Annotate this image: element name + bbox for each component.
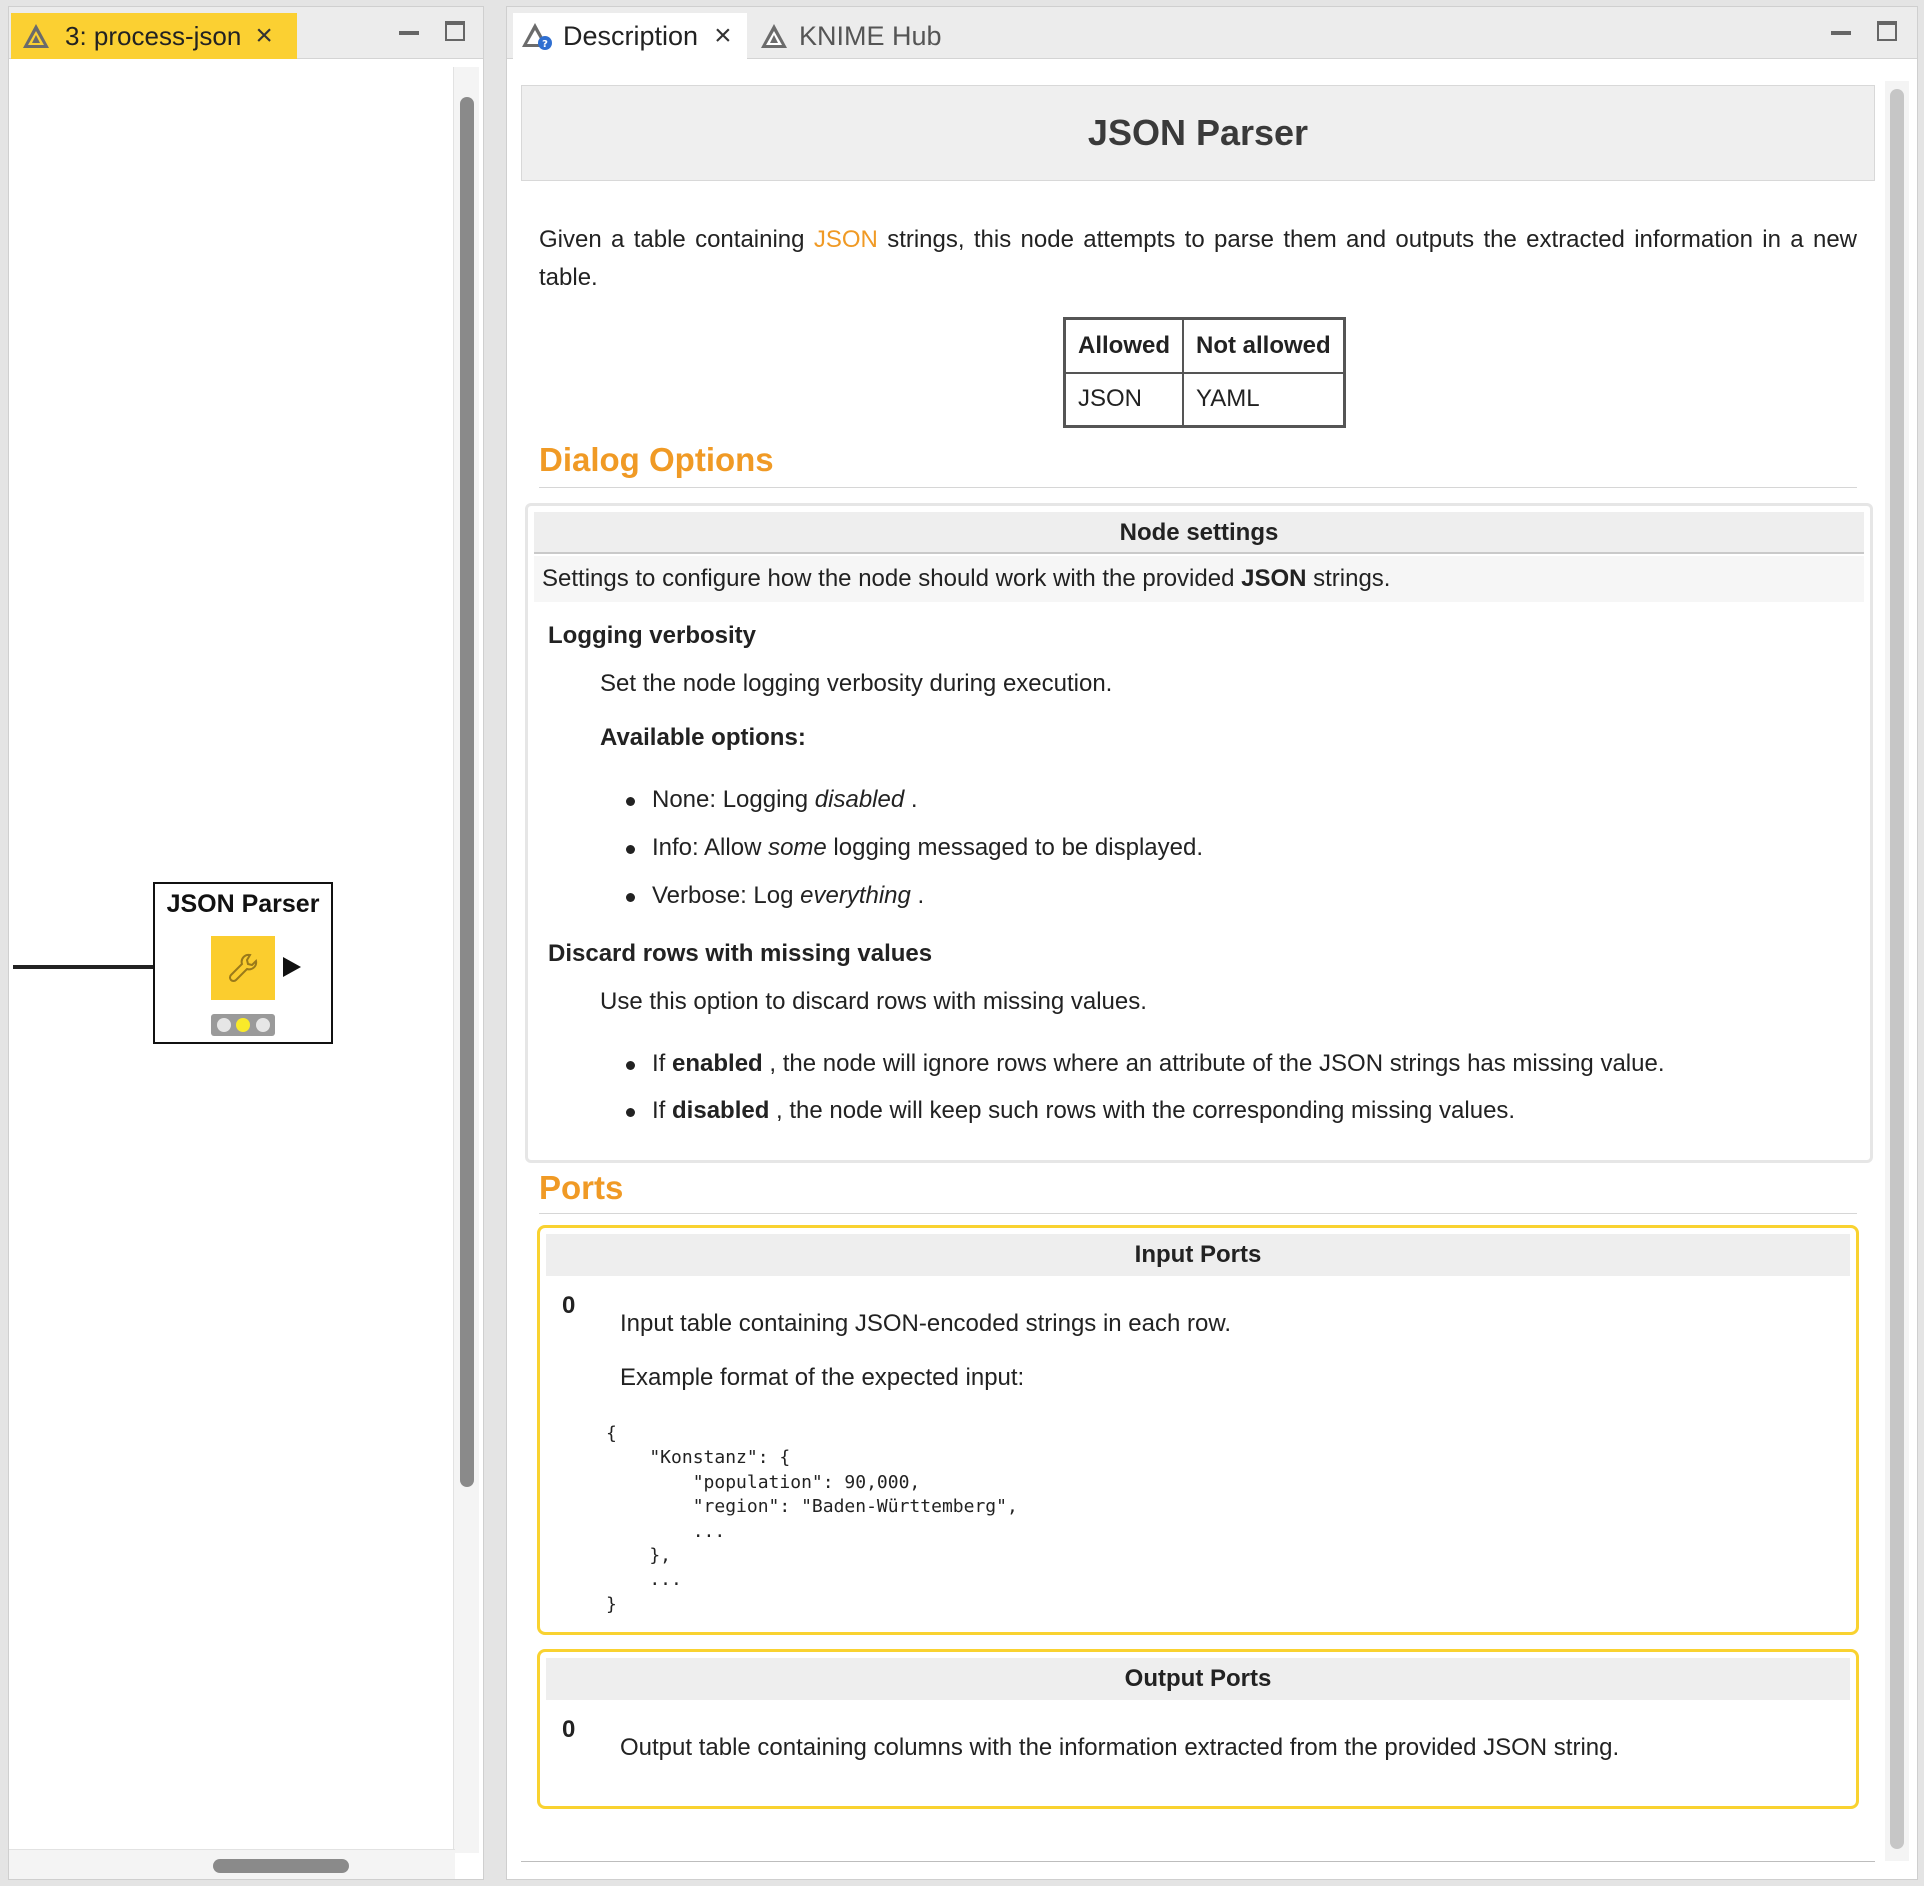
input-port-number: 0 xyxy=(562,1292,576,1319)
list-item xyxy=(652,1050,1665,1078)
node-body[interactable] xyxy=(211,936,275,1000)
bullet-text: , the node will keep such rows with the corresponding missing values. xyxy=(769,1097,1516,1124)
json-link[interactable]: JSON xyxy=(813,226,878,253)
bullet-bold: enabled xyxy=(672,1050,763,1077)
description-vertical-scroll-thumb[interactable] xyxy=(1890,89,1904,1849)
allowed-formats-table xyxy=(1063,317,1346,428)
table-header-cell: Not allowed xyxy=(1183,319,1344,373)
tab-label: Description xyxy=(563,20,699,51)
tab-knime-hub[interactable] xyxy=(753,13,942,59)
output-ports-heading: Output Ports xyxy=(546,1658,1850,1700)
bullet-text: If xyxy=(652,1097,673,1124)
ports-heading: Ports xyxy=(539,1169,624,1206)
list-item xyxy=(652,786,918,814)
doc-title: JSON Parser xyxy=(521,85,1875,181)
node-settings-box xyxy=(525,503,1873,1163)
output-port-arrow[interactable] xyxy=(283,957,301,977)
minimize-icon[interactable] xyxy=(399,31,419,35)
view-tab-bar xyxy=(507,7,1917,59)
list-item xyxy=(652,834,1203,862)
maximize-icon[interactable] xyxy=(445,21,465,41)
settings-desc-bold: JSON xyxy=(1241,565,1307,592)
table-header-row xyxy=(1065,319,1345,373)
list-item xyxy=(652,1097,1515,1125)
canvas-vertical-scrollbar[interactable] xyxy=(453,67,479,1853)
option-discard-rows-title: Discard rows with missing values xyxy=(548,940,933,967)
doc-bottom-divider xyxy=(521,1861,1875,1862)
dialog-options-heading: Dialog Options xyxy=(539,441,774,478)
settings-desc-text: Settings to configure how the node should work with the provided xyxy=(542,565,1242,592)
bullet-text: , the node will ignore rows where an attribute of the JSON strings has missing value. xyxy=(762,1050,1665,1077)
bullet-text: None: Logging xyxy=(652,786,815,813)
status-light-red xyxy=(217,1018,231,1032)
tab-process-json[interactable] xyxy=(11,13,297,59)
node-settings-heading: Node settings xyxy=(534,512,1864,554)
output-port-description: Output table containing columns with the information extracted from the provided JSON string. xyxy=(620,1734,1620,1761)
canvas-horizontal-scroll-thumb[interactable] xyxy=(213,1859,349,1873)
input-ports-box xyxy=(537,1225,1859,1635)
option-logging-verbosity-text: Set the node logging verbosity during execution. xyxy=(600,670,1113,697)
status-light-yellow xyxy=(236,1018,250,1032)
table-header-cell: Allowed xyxy=(1065,319,1184,373)
table-row xyxy=(1065,373,1345,427)
intro-text: Given a table containing xyxy=(539,226,814,253)
bullet-text: . xyxy=(904,786,918,813)
bullet-text: If xyxy=(652,1050,673,1077)
description-vertical-scrollbar[interactable] xyxy=(1885,81,1909,1861)
knime-triangle-icon xyxy=(21,22,51,50)
node-status-traffic-light xyxy=(211,1014,275,1036)
table-cell: YAML xyxy=(1183,373,1344,427)
input-port-description: Input table containing JSON-encoded strings in each row. xyxy=(620,1310,1232,1337)
description-view-pane xyxy=(506,6,1918,1880)
output-port-number: 0 xyxy=(562,1716,576,1743)
output-ports-box xyxy=(537,1649,1859,1809)
input-port-example-label: Example format of the expected input: xyxy=(620,1364,1025,1391)
node-settings-description xyxy=(534,556,1864,602)
knime-triangle-icon xyxy=(759,22,789,50)
table-cell: JSON xyxy=(1065,373,1184,427)
bullet-emphasis: everything xyxy=(800,882,911,909)
bullet-text: logging messaged to be displayed. xyxy=(826,834,1204,861)
knime-help-icon xyxy=(521,21,553,51)
intro-text: strings, this node attempts to parse them and outputs the extracted information in a new table. xyxy=(539,226,1858,291)
option-discard-rows-text: Use this option to discard rows with missing values. xyxy=(600,988,1147,1015)
node-label: JSON Parser xyxy=(166,890,320,918)
settings-desc-text: strings. xyxy=(1306,565,1391,592)
status-light-green xyxy=(256,1018,270,1032)
section-divider xyxy=(539,487,1857,488)
description-document xyxy=(521,79,1875,1863)
tab-description[interactable] xyxy=(513,13,747,59)
canvas-horizontal-scrollbar[interactable] xyxy=(9,1849,455,1879)
workflow-editor-pane xyxy=(8,6,484,1880)
list-item xyxy=(652,882,924,910)
editor-tab-bar xyxy=(9,7,483,59)
svg-text:?: ? xyxy=(542,39,548,50)
close-icon[interactable]: × xyxy=(714,19,732,52)
bullet-emphasis: disabled xyxy=(814,786,905,813)
view-pane-controls xyxy=(1831,21,1897,41)
close-icon[interactable]: × xyxy=(255,19,273,52)
doc-intro xyxy=(539,221,1857,297)
input-ports-heading: Input Ports xyxy=(546,1234,1850,1276)
bullet-emphasis: some xyxy=(768,834,827,861)
canvas-vertical-scroll-thumb[interactable] xyxy=(460,97,474,1487)
tab-label: KNIME Hub xyxy=(799,20,942,51)
bullet-text: Verbose: Log xyxy=(652,882,801,909)
bullet-text: . xyxy=(910,882,925,909)
option-logging-verbosity-title: Logging verbosity xyxy=(548,622,757,649)
json-parser-node[interactable] xyxy=(153,882,333,1044)
input-port-example-code: { "Konstanz": { "population": 90,000, "region": "Baden-Württemberg", ... }, ... } xyxy=(606,1423,1018,1615)
bullet-text: Info: Allow xyxy=(652,834,769,861)
editor-pane-controls xyxy=(399,21,465,41)
wrench-icon xyxy=(225,950,261,986)
tab-label: 3: process-json xyxy=(65,20,242,51)
section-divider xyxy=(539,1213,1857,1214)
minimize-icon[interactable] xyxy=(1831,31,1851,35)
available-options-label: Available options: xyxy=(600,724,806,751)
bullet-bold: disabled xyxy=(672,1097,770,1124)
maximize-icon[interactable] xyxy=(1877,21,1897,41)
